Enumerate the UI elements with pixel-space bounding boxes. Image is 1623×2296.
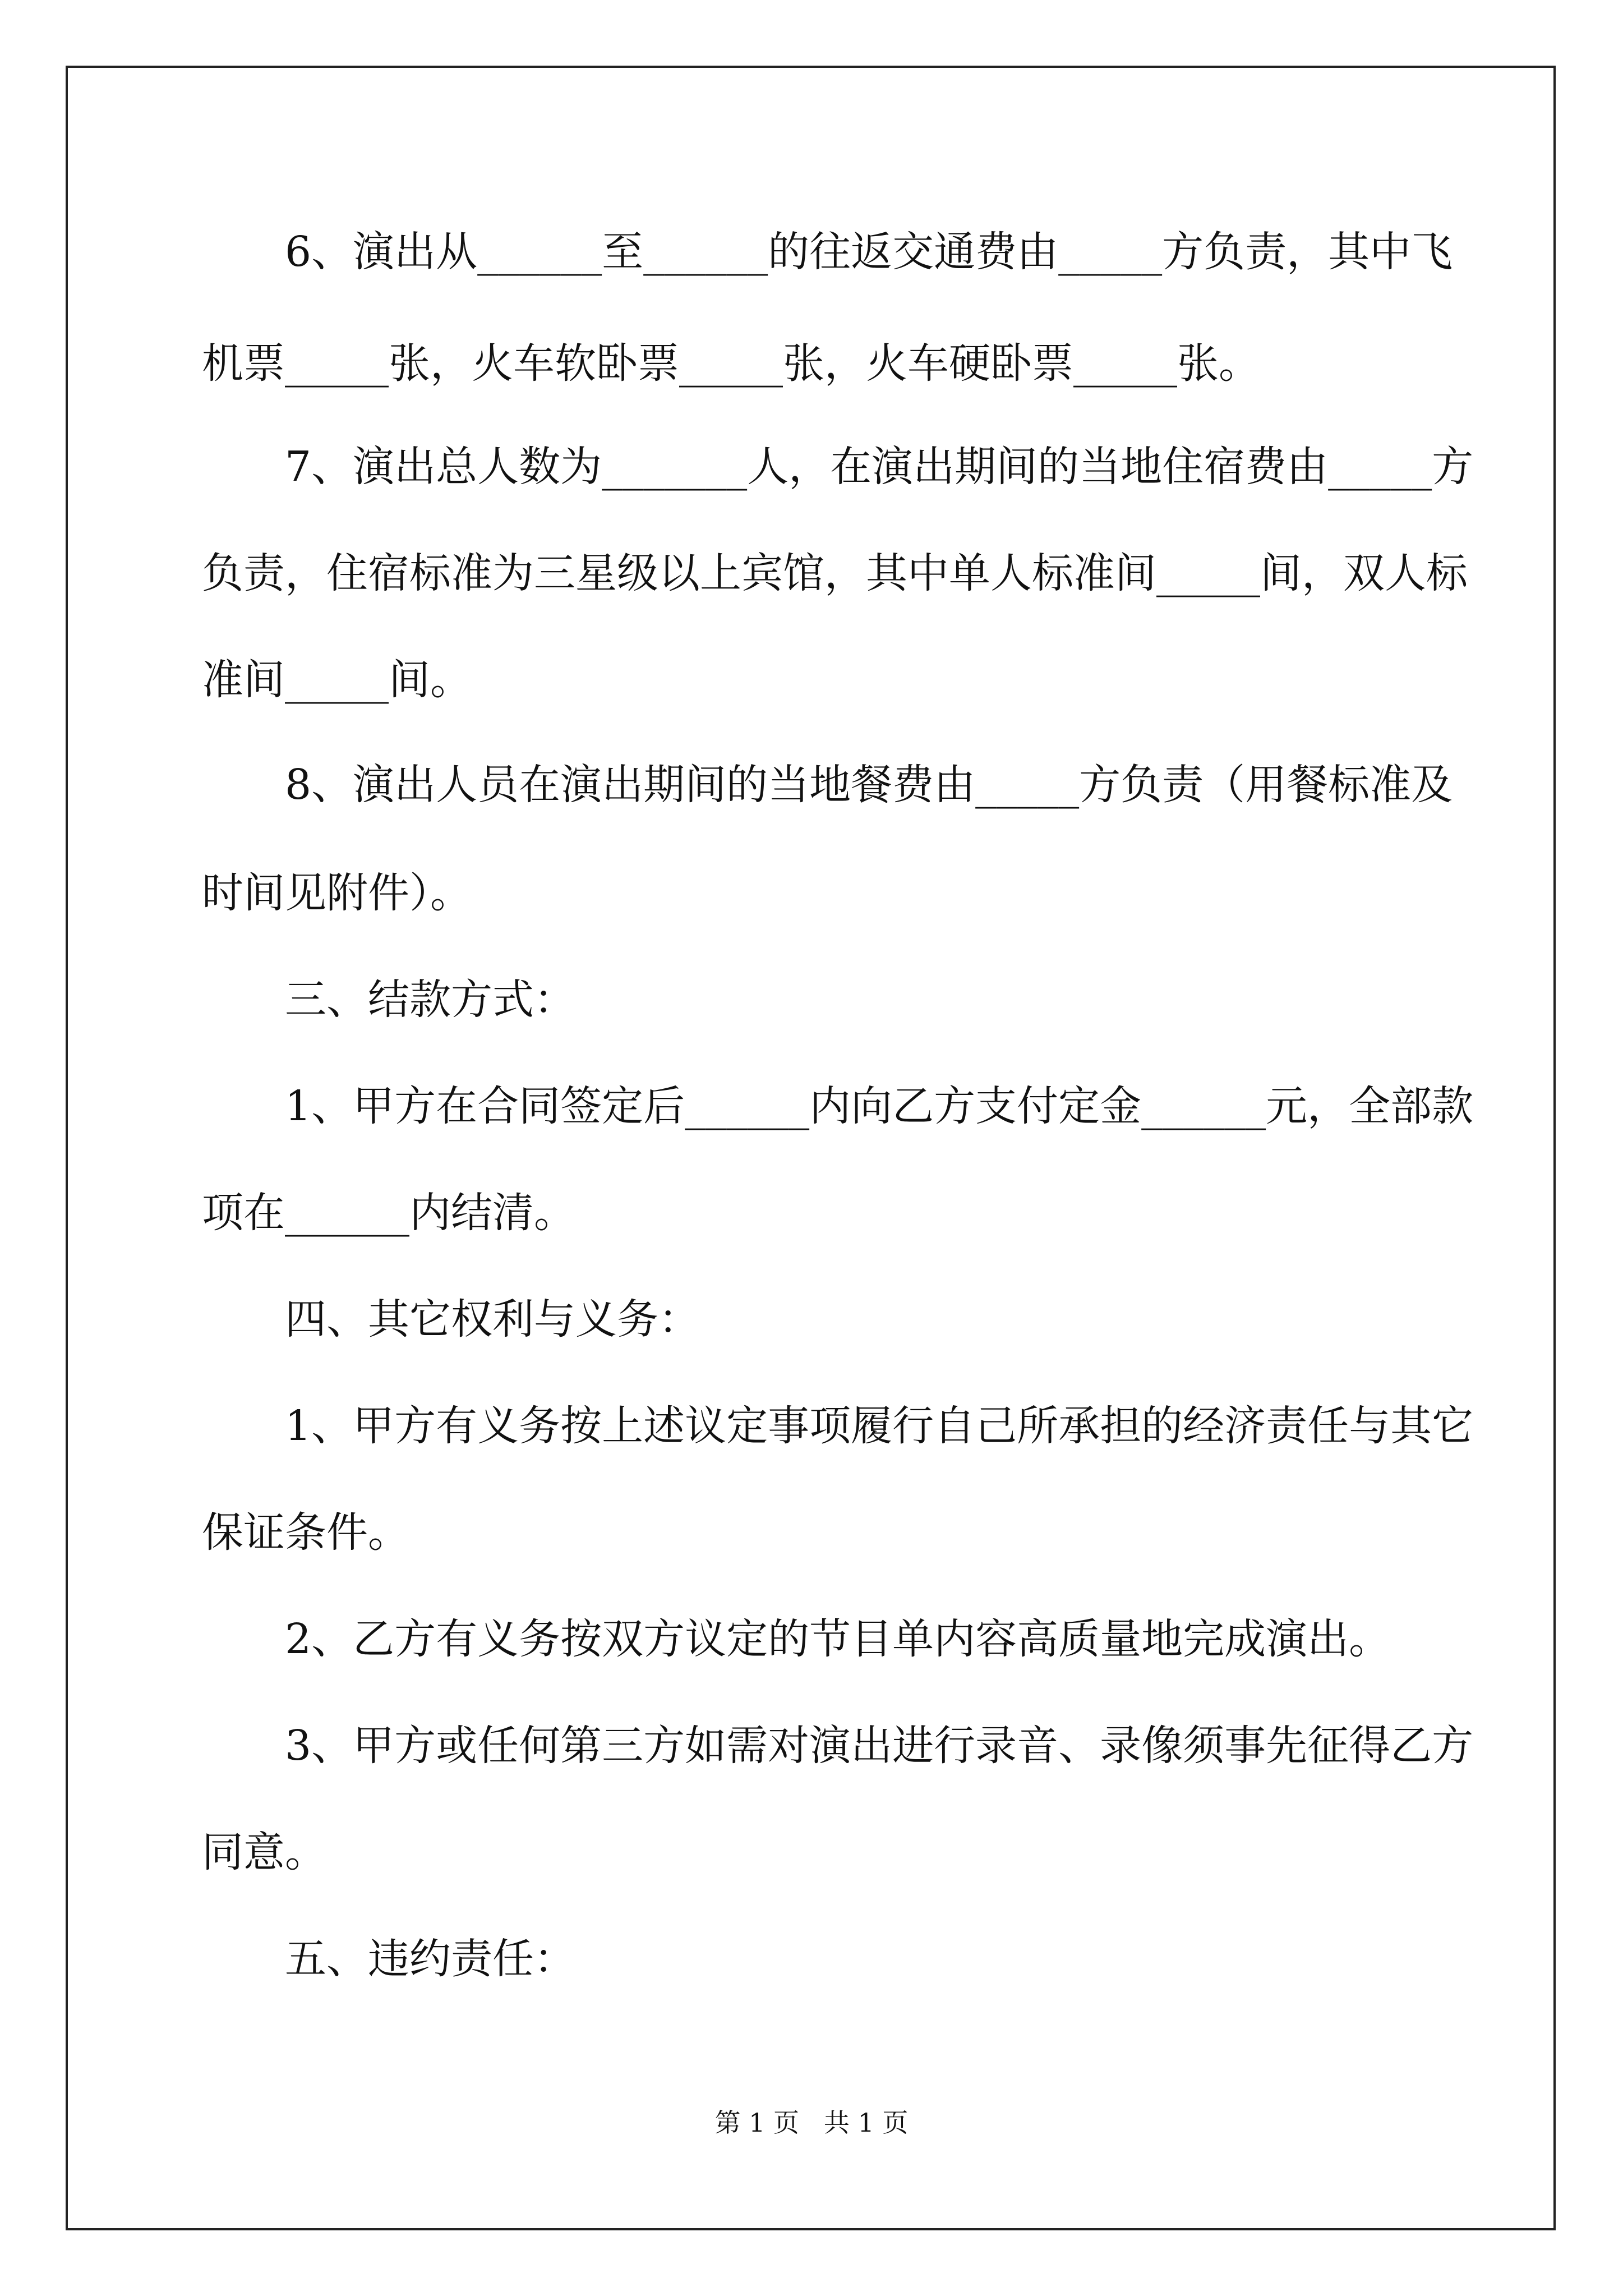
clause-6-line-2: 机票_____张，火车软卧票_____张，火车硬卧票_____张。 (202, 339, 1260, 388)
rights-3-line-1: 3、甲方或任何第三方如需对演出进行录音、录像须事先征得乙方 (285, 1722, 1474, 1770)
page-number-footer: 第 1 页 共 1 页 (714, 2108, 909, 2138)
clause-7-line-2: 负责，住宿标准为三星级以上宾馆，其中单人标准间_____间，双人标 (202, 549, 1468, 597)
section-4-heading: 四、其它权利与义务： (285, 1295, 700, 1343)
rights-3-line-2: 同意。 (202, 1828, 326, 1876)
clause-8-line-1: 8、演出人员在演出期间的当地餐费由_____方负责（用餐标准及 (285, 761, 1453, 809)
clause-7-line-3: 准间_____间。 (202, 656, 472, 704)
clause-6-line-1: 6、演出从______至______的往返交通费由_____方负责，其中飞 (285, 228, 1453, 276)
rights-1-line-1: 1、甲方有义务按上述议定事项履行自己所承担的经济责任与其它 (285, 1402, 1474, 1450)
section-5-heading: 五、违约责任： (285, 1935, 575, 1983)
payment-1-line-2: 项在______内结清。 (202, 1189, 575, 1237)
clause-7-line-1: 7、演出总人数为_______人，在演出期间的当地住宿费由_____方 (285, 443, 1474, 491)
rights-2-line-1: 2、乙方有义务按双方议定的节目单内容高质量地完成演出。 (285, 1615, 1391, 1663)
section-3-heading: 三、结款方式： (285, 976, 575, 1024)
page-border (66, 66, 1556, 2230)
clause-8-line-2: 时间见附件）。 (202, 869, 472, 917)
payment-1-line-1: 1、甲方在合同签定后______内向乙方支付定金______元，全部款 (285, 1082, 1474, 1130)
rights-1-line-2: 保证条件。 (202, 1508, 409, 1557)
